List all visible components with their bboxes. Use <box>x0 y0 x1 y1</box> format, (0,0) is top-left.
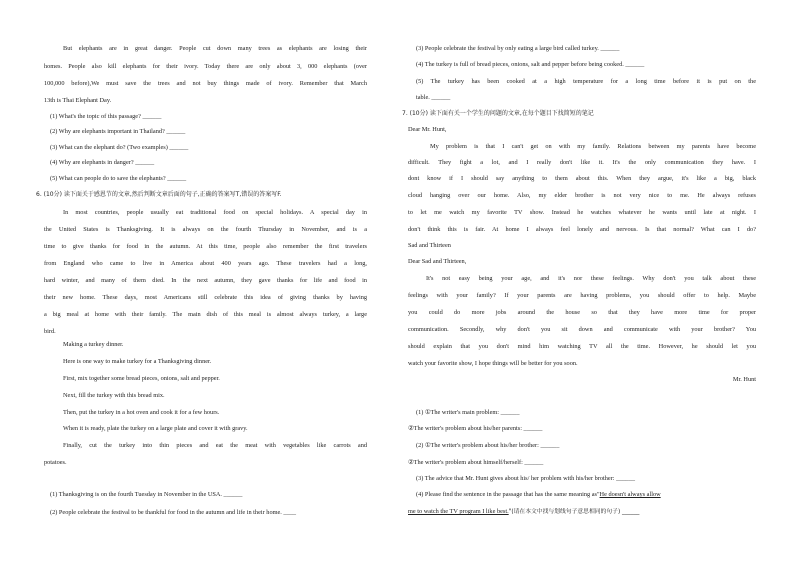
note-question: (1) ①The writer's main problem: ______ <box>416 409 520 416</box>
text-line: But elephants are in great danger. People cut down many trees as elephants are losing their <box>63 45 367 52</box>
note-question: (3) The advice that Mr. Hunt gives about his/ her problem with his/her brother: ______ <box>416 475 636 482</box>
tf-question: (2) People celebrate the festival to be thankful for food in the autumn and life in their home. ____ <box>50 509 297 516</box>
text-line: difficult. They fight a lot, and I really don't like it. It's the only communication they have. I <box>408 159 756 166</box>
text-line: watch your favorite show, I hope things will be better for you soon. <box>408 360 578 367</box>
text-line: It's not easy being your age, and it's nor these feelings. Why don't you talk about these <box>426 275 756 282</box>
note-question: ②The writer's problem about himself/herself: ______ <box>408 459 544 466</box>
recipe-line: Finally, cut the turkey into thin pieces and eat the meat with vegetables like carrots and <box>63 442 367 449</box>
recipe-line: Then, put the turkey in a hot oven and cook it for a few hours. <box>63 409 220 416</box>
text-line: their new home. These days, most Americans still celebrate this idea of giving thanks by having <box>44 294 367 301</box>
note-question: ②The writer's problem about his/her parents: ______ <box>408 425 543 432</box>
tf-question: (5) The turkey has been cooked at a high temperature for a long time before it is put on the <box>416 78 756 85</box>
text-line: My problem is that I can't get on with my family. Relations between my parents have become <box>430 143 756 150</box>
question: (3) What can the elephant do? (Two examples) ______ <box>50 144 189 151</box>
text-line: you could do more jobs around the house so that they have more time for proper <box>408 309 756 316</box>
recipe-line: Here is one way to make turkey for a Thanksgiving dinner. <box>63 358 212 365</box>
text-line: to let me watch my favorite TV show. Instead he watches whatever he wants until late at night. I <box>408 209 756 216</box>
text-line: a big meal at home with their family. The main dish of this meal is almost always turkey, a large <box>44 311 367 318</box>
tf-question: (4) The turkey is full of bread pieces, onions, salt and pepper before being cooked. ______ <box>416 61 645 68</box>
text-line: cloud hanging over our home. Also, my elder brother is not very nice to me. He always refuses <box>408 192 756 199</box>
recipe-line: Next, fill the turkey with this bread mix. <box>63 392 165 399</box>
text-line: communication. Secondly, why don't you sit down and communicate with your brother? You <box>408 326 756 333</box>
recipe-line: First, mix together some bread pieces, onions, salt and pepper. <box>63 375 220 382</box>
text-line: from England who came to live in America about 400 years ago. These travelers had a long, <box>44 260 367 267</box>
text-line: homes. People also kill elephants for their ivory. Today there are only about 3, 000 elephants (over <box>44 63 367 70</box>
text-line: dont know if I should say anything to them about this. When they argue, it's like a big, black <box>408 175 756 182</box>
q4-underlined-sentence: me to watch the TV program I like best. <box>408 508 509 515</box>
q4-text: (4) Please find the sentence in the passage that has the same meaning as" <box>416 491 600 498</box>
tf-question: table. ______ <box>416 94 451 101</box>
task-7-heading: 7. (10分) 读下面有关一个学生的问题的文章,在每个题目下找简短的笔记 <box>402 110 594 117</box>
recipe-line: Making a turkey dinner. <box>63 341 124 348</box>
tf-question: (3) People celebrate the festival by only eating a large bird called turkey. ______ <box>416 45 620 52</box>
text-line: hard winter, and many of them died. In the next autumn, they gave thanks for life and food in <box>44 277 367 284</box>
recipe-line: potatoes. <box>44 459 67 466</box>
text-line: should explain that you don't mind him watching TV all the time. However, he should let you <box>408 343 756 350</box>
question: (5) What can people do to save the elephants? ______ <box>50 175 187 182</box>
note-question-4 <box>416 490 756 499</box>
note-question: (2) ①The writer's problem about his/her brother: ______ <box>416 442 560 449</box>
question: (2) Why are elephants important in Thailand? ______ <box>50 128 186 135</box>
question: (4) Why are elephants in danger? ______ <box>50 159 155 166</box>
q4-instruction: "(请在本文中找与划线句子意思相同的句子) ______ <box>508 509 640 515</box>
text-line: the United States is Thanksgiving. It is always on the fourth Thursday in November, and is a <box>44 226 367 233</box>
recipe-line: When it is ready, plate the turkey on a large plate and cover it with gravy. <box>63 425 248 432</box>
letter-greeting: Dear Mr. Hunt, <box>408 126 447 133</box>
text-line: don't think this is fair. At home I always feel lonely and nervous. Is that normal? What can I do? <box>408 226 756 233</box>
tf-question: (1) Thanksgiving is on the fourth Tuesday in November in the USA. ______ <box>50 491 243 498</box>
text-line: 13th is Thai Elephant Day. <box>44 97 112 104</box>
text-line: time to give thanks for food in the autumn. At this time, people also remember the first travelers <box>44 243 367 250</box>
text-line: bird. <box>44 328 56 335</box>
task-6-heading: 6. (10分) 读下面关于感恩节的文章,然后判断文章后面的句子,正确的答案写T,错误的答案写F. <box>36 191 282 198</box>
text-line: In most countries, people usually eat traditional food on special holidays. A special day in <box>63 209 367 216</box>
letter-signature: Sad and Thirteen <box>408 242 451 249</box>
note-question-4-cont <box>408 507 756 517</box>
question: (1) What's the topic of this passage? ______ <box>50 113 162 120</box>
text-line: feelings with your family? If your parents are having problems, you should offer to help. Maybe <box>408 292 756 299</box>
q4-underlined-sentence: He doesn't always allow <box>599 491 661 498</box>
letter-signature: Mr. Hunt <box>732 376 756 383</box>
letter-greeting: Dear Sad and Thirteen, <box>408 258 467 265</box>
text-line: 100,000 before),We must save the trees and not buy things made of ivory. Remember that March <box>44 80 367 87</box>
